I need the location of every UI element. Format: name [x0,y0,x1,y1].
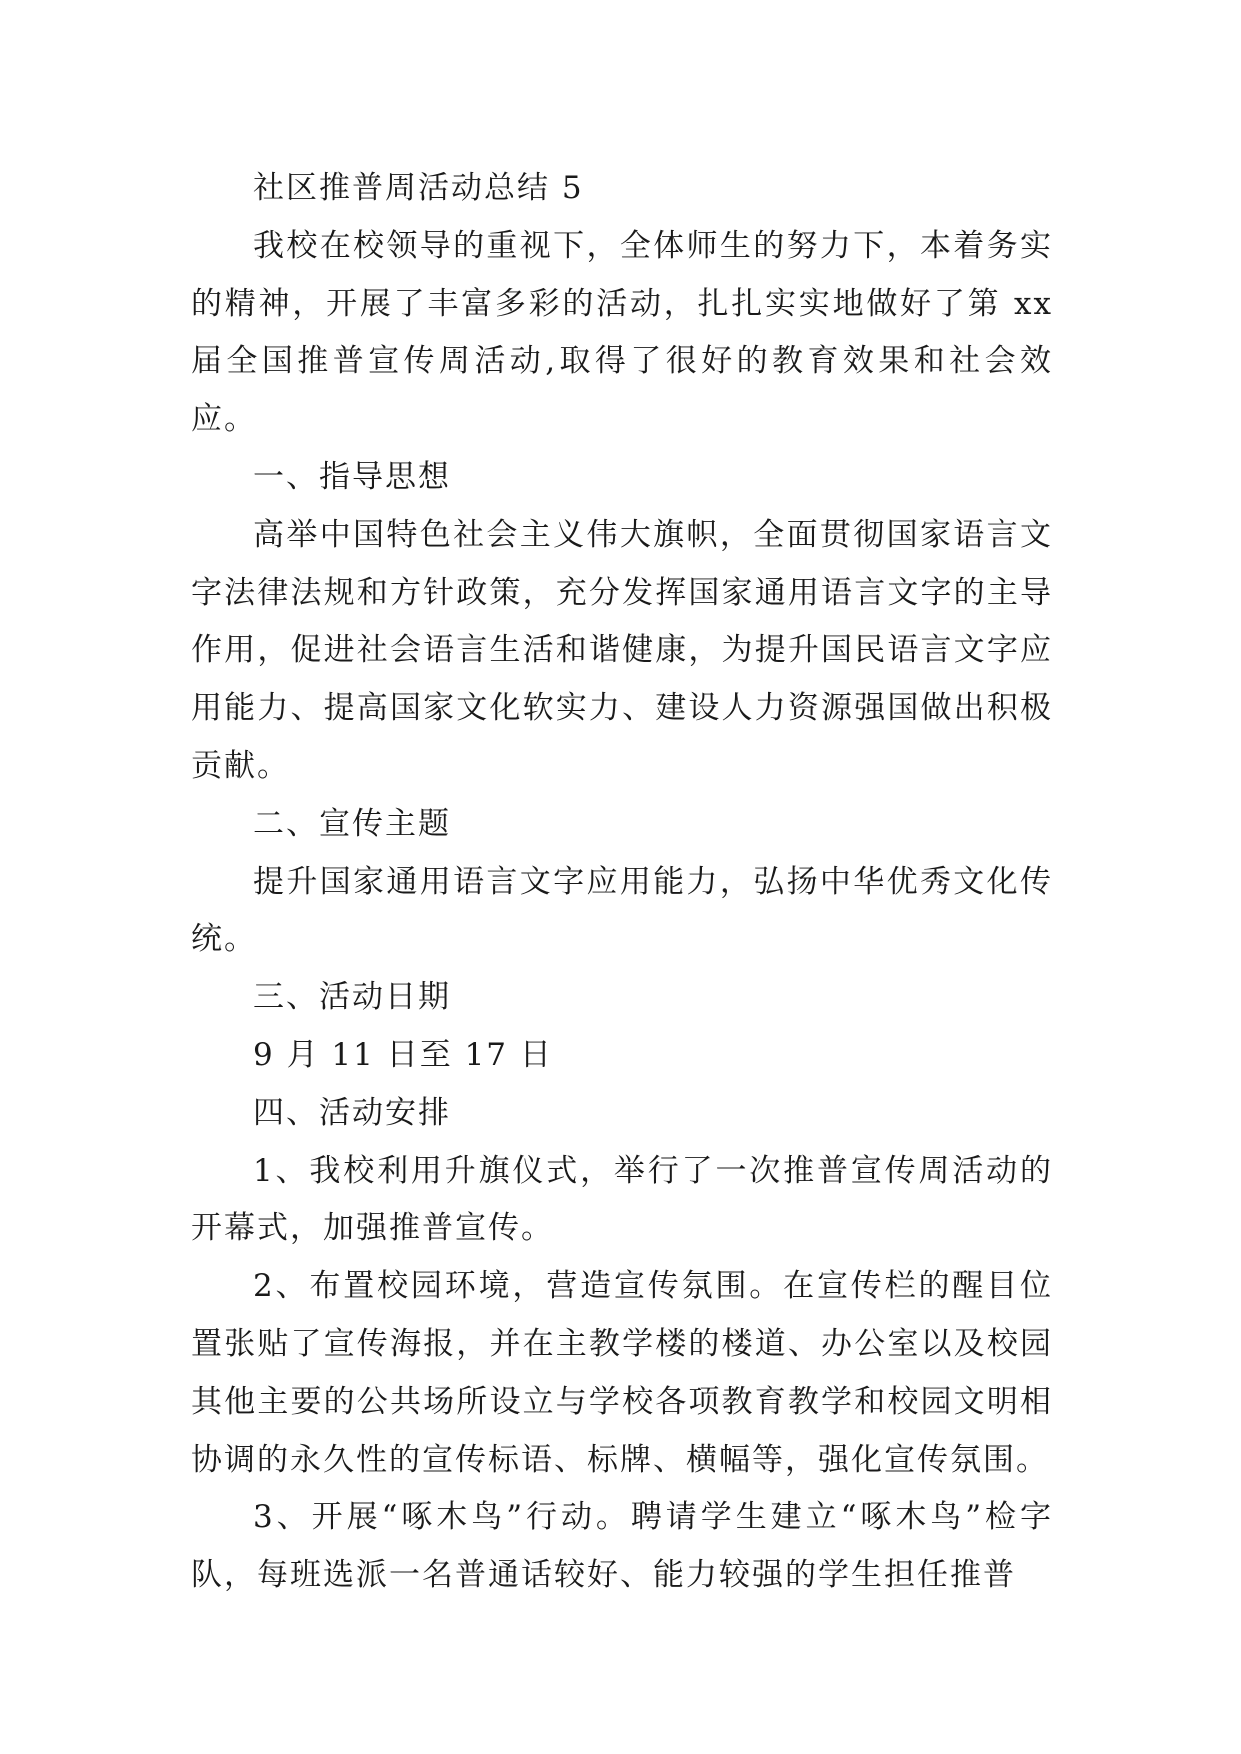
document-body [191,160,1053,1605]
section-heading-date: 三、活动日期 [253,979,451,1016]
section-heading-guiding-ideology: 一、指导思想 [253,458,451,495]
section-heading-arrangement: 四、活动安排 [253,1094,451,1131]
arrangement-item-1: 1、我校利用升旗仪式，举行了一次推普宣传周活动的开幕式，加强推普宣传。 [191,1152,1053,1247]
guiding-ideology-paragraph: 高举中国特色社会主义伟大旗帜，全面贯彻国家语言文字法律法规和方针政策，充分发挥国家通用语言文字的主导作用，促进社会语言生活和谐健康，为提升国民语言文字应用能力、提高国家文化软实力、建设人力资源强国做出积极贡献。 [191,516,1053,784]
document-title: 社区推普周活动总结 5 [253,170,584,206]
theme-paragraph: 提升国家通用语言文字应用能力，弘扬中华优秀文化传统。 [191,863,1053,958]
arrangement-item-2: 2、布置校园环境，营造宣传氛围。在宣传栏的醒目位置张贴了宣传海报，并在主教学楼的楼道、办公室以及校园其他主要的公共场所设立与学校各项教育教学和校园文明相协调的永久性的宣传标语、标牌、横幅等，强化宣传氛围。 [191,1268,1053,1478]
section-heading-theme: 二、宣传主题 [253,805,451,842]
arrangement-item-3: 3、开展“啄木鸟”行动。聘请学生建立“啄木鸟”检字队，每班选派一名普通话较好、能力较强的学生担任推普 [191,1499,1053,1594]
intro-paragraph: 我校在校领导的重视下，全体师生的努力下，本着务实的精神，开展了丰富多彩的活动，扎扎实实地做好了第 xx 届全国推普宣传周活动,取得了很好的教育效果和社会效应。 [191,227,1053,438]
date-paragraph: 9 月 11 日至 17 日 [253,1036,553,1073]
